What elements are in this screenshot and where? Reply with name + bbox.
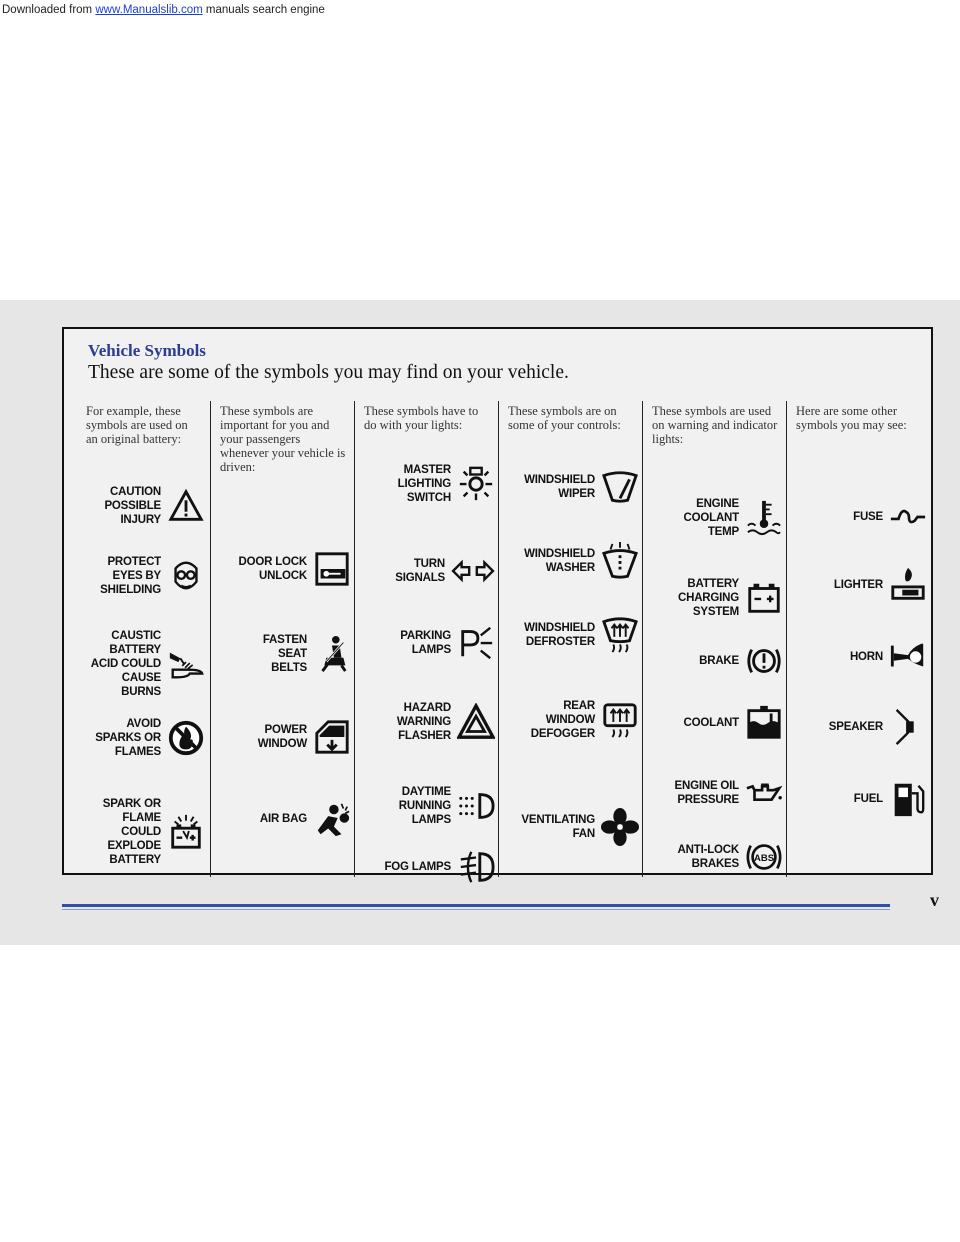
footer-rule-thin <box>62 909 890 910</box>
symbol-parking-lamps <box>356 623 496 663</box>
symbol-hazard <box>356 701 496 743</box>
column-warning-lights <box>642 401 786 877</box>
symbol-caution <box>66 485 206 527</box>
symbol-fuse <box>788 497 928 537</box>
eye-protection-icon <box>166 556 206 596</box>
svg-text:ABS: ABS <box>753 852 775 864</box>
symbol-power-window <box>212 717 352 757</box>
column-intro: These symbols are important for you and your passengers whenever your vehicle is driven: <box>220 404 346 474</box>
turn-signals-icon <box>450 551 496 591</box>
master-lighting-icon <box>456 464 496 504</box>
battery-icon <box>744 578 784 618</box>
symbol-fuel <box>788 779 928 819</box>
horn-icon <box>888 637 928 677</box>
symbol-label: BRAKE <box>699 655 739 667</box>
symbol-label: CAUSTIC BATTERY ACID COULD CAUSE BURNS <box>90 630 161 698</box>
daytime-running-lamps-icon <box>456 786 496 826</box>
symbol-label: CAUTION POSSIBLE INJURY <box>104 486 161 526</box>
column-divider <box>498 401 499 877</box>
symbol-label: FUEL <box>853 793 883 805</box>
column-divider <box>354 401 355 877</box>
column-intro: For example, these symbols are used on an original battery: <box>86 404 188 446</box>
symbol-door-lock <box>212 549 352 589</box>
column-intro: These symbols have to do with your lights: <box>364 404 479 432</box>
battery-explode-icon <box>166 812 206 852</box>
symbol-eye-protection <box>66 555 206 597</box>
symbol-label: FUSE <box>853 511 883 523</box>
symbol-washer <box>500 541 640 581</box>
symbol-horn <box>788 637 928 677</box>
seat-belt-icon <box>312 634 352 674</box>
page-title: Vehicle Symbols <box>88 341 206 360</box>
caution-triangle-icon <box>166 486 206 526</box>
air-bag-icon <box>312 799 352 839</box>
fog-lamps-icon <box>456 847 496 887</box>
speaker-icon <box>888 707 928 747</box>
column-safety <box>210 401 354 877</box>
manualslib-link[interactable]: www.Manualslib.com <box>95 4 203 16</box>
symbol-label: COOLANT <box>683 717 739 729</box>
symbol-label: VENTILATING FAN <box>521 814 595 840</box>
footer-rule <box>62 904 890 907</box>
rear-defogger-icon <box>600 700 640 740</box>
no-flame-icon <box>166 718 206 758</box>
symbol-brake <box>644 641 784 681</box>
manual-page <box>0 300 960 945</box>
symbol-lighter <box>788 565 928 605</box>
symbol-label: MASTER LIGHTING SWITCH <box>397 464 451 504</box>
symbol-label: DOOR LOCK UNLOCK <box>238 556 307 582</box>
lighter-icon <box>888 565 928 605</box>
column-controls <box>498 401 642 877</box>
symbol-label: ANTI-LOCK BRAKES <box>677 844 739 870</box>
fan-icon <box>600 807 640 847</box>
symbol-label: AVOID SPARKS OR FLAMES <box>95 718 161 758</box>
abs-icon <box>744 837 784 877</box>
symbol-label: ENGINE COOLANT TEMP <box>683 498 739 538</box>
column-divider <box>210 401 211 877</box>
column-divider <box>642 401 643 877</box>
symbol-label: REAR WINDOW DEFOGGER <box>530 700 595 740</box>
page-number: v <box>930 890 939 910</box>
symbol-label: HORN <box>849 651 883 663</box>
symbol-air-bag <box>212 799 352 839</box>
power-window-icon <box>312 717 352 757</box>
symbol-abs <box>644 837 784 877</box>
symbol-label: SPEAKER <box>828 721 883 733</box>
symbol-label: SPARK OR FLAME COULD EXPLODE BATTERY <box>102 798 161 866</box>
symbol-speaker <box>788 707 928 747</box>
symbol-turn-signals <box>356 551 496 591</box>
download-banner <box>0 0 960 20</box>
symbol-label: TURN SIGNALS <box>395 558 445 584</box>
brake-icon <box>744 641 784 681</box>
coolant-temp-icon <box>744 498 784 538</box>
symbol-daytime-running <box>356 785 496 827</box>
symbol-label: FOG LAMPS <box>384 861 451 873</box>
symbol-oil-pressure <box>644 773 784 813</box>
symbol-label: WINDSHIELD WIPER <box>524 474 595 500</box>
symbol-label: PARKING LAMPS <box>400 630 451 656</box>
washer-icon <box>600 541 640 581</box>
coolant-level-icon <box>744 703 784 743</box>
symbol-label: ENGINE OIL PRESSURE <box>674 780 739 806</box>
symbol-label: DAYTIME RUNNING LAMPS <box>398 786 451 826</box>
symbol-fan <box>500 807 640 847</box>
column-divider <box>786 401 787 877</box>
wiper-icon <box>600 467 640 507</box>
symbol-seat-belt <box>212 633 352 675</box>
symbol-label: FASTEN SEAT BELTS <box>262 634 307 674</box>
column-intro: These symbols are on some of your controls: <box>508 404 621 432</box>
symbol-label: BATTERY CHARGING SYSTEM <box>677 578 739 618</box>
defroster-icon <box>600 615 640 655</box>
door-lock-icon <box>312 549 352 589</box>
column-intro: Here are some other symbols you may see: <box>796 404 907 432</box>
column-battery <box>64 401 208 877</box>
symbol-coolant <box>644 703 784 743</box>
symbol-label: WINDSHIELD DEFROSTER <box>524 622 595 648</box>
symbol-rear-defogger <box>500 699 640 741</box>
symbol-acid <box>66 629 206 699</box>
symbol-label: WINDSHIELD WASHER <box>524 548 595 574</box>
symbol-label: HAZARD WARNING FLASHER <box>396 702 451 742</box>
parking-lamps-icon <box>456 623 496 663</box>
page-subtitle: These are some of the symbols you may find on your vehicle. <box>88 362 569 383</box>
symbol-label: PROTECT EYES BY SHIELDING <box>100 556 161 596</box>
fuse-icon <box>888 497 928 537</box>
symbol-label: POWER WINDOW <box>257 724 307 750</box>
column-other <box>786 401 933 877</box>
acid-burn-icon <box>166 644 206 684</box>
banner-suffix: manuals search engine <box>205 4 325 16</box>
banner-prefix: Downloaded from <box>2 4 93 16</box>
symbol-coolant-temp <box>644 497 784 539</box>
symbol-no-flame <box>66 717 206 759</box>
oil-can-icon <box>744 773 784 813</box>
symbol-label: AIR BAG <box>259 813 307 825</box>
fuel-pump-icon <box>888 779 928 819</box>
symbol-wiper <box>500 467 640 507</box>
hazard-triangle-icon <box>456 702 496 742</box>
column-lights <box>354 401 498 877</box>
column-intro: These symbols are used on warning and indicator lights: <box>652 404 778 446</box>
symbol-label: LIGHTER <box>833 579 883 591</box>
vehicle-symbols-box <box>62 327 933 875</box>
symbol-defroster <box>500 615 640 655</box>
symbol-battery <box>644 577 784 619</box>
symbol-master-lighting <box>356 463 496 505</box>
symbol-fog-lamps <box>356 847 496 887</box>
symbol-battery-explode <box>66 797 206 867</box>
